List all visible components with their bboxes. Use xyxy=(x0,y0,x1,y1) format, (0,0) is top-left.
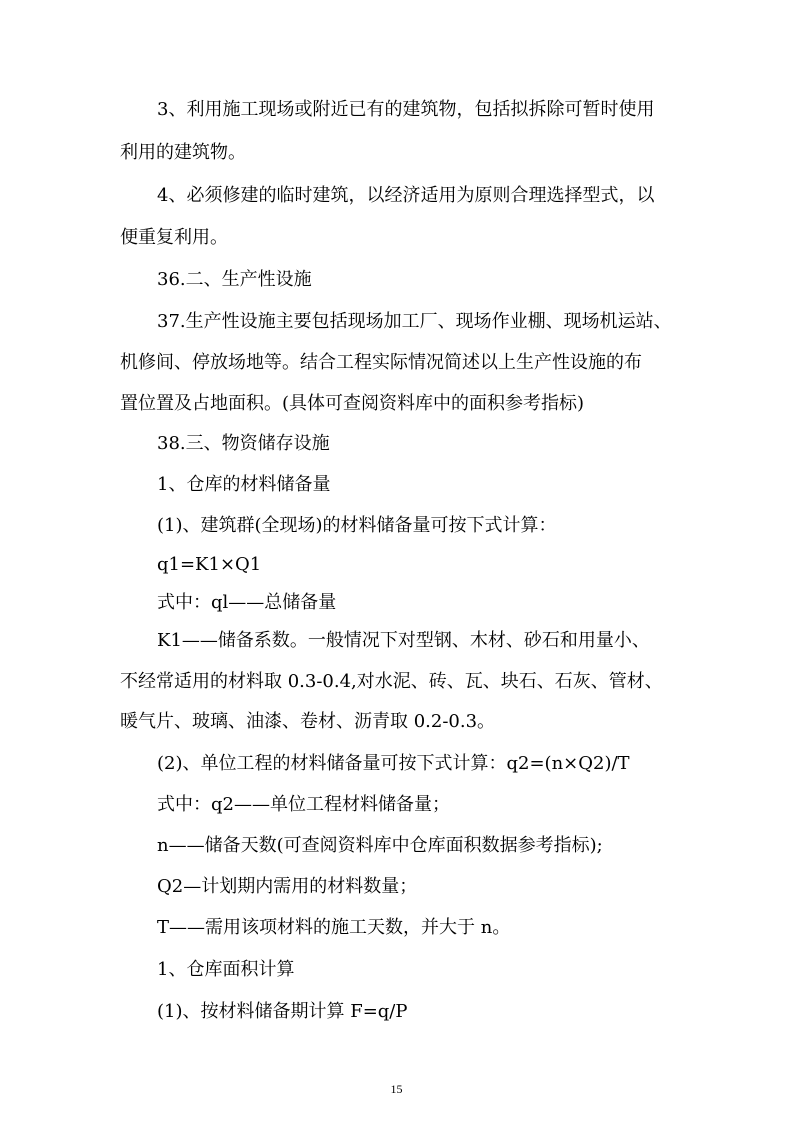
text-line: Q2—计划期内需用的材料数量； xyxy=(157,876,418,897)
text-line: 式中：q2——单位工程材料储备量； xyxy=(157,794,450,815)
text-line: T——需用该项材料的施工天数，并大于 n。 xyxy=(157,917,511,938)
page-number: 15 xyxy=(390,1082,403,1096)
section-heading: 36.二、生产性设施 xyxy=(157,269,312,290)
text-line: 不经常适用的材料取 0.3-0.4,对水泥、砖、瓦、块石、石灰、管材、 xyxy=(120,671,663,692)
text-line: 暖气片、玻璃、油漆、卷材、沥青取 0.2-0.3。 xyxy=(120,711,496,732)
text-line: (2)、单位工程的材料储备量可按下式计算：q2=(n×Q2)/T xyxy=(157,753,630,774)
text-line: 便重复利用。 xyxy=(120,227,228,248)
text-line: (1)、按材料储备期计算 F=q/P xyxy=(157,1001,408,1022)
text-line: 式中：ql——总储备量 xyxy=(157,592,337,613)
formula-line: q1=K1×Q1 xyxy=(157,554,262,575)
subsection-heading: 1、仓库面积计算 xyxy=(157,959,295,980)
text-line: 3、利用施工现场或附近已有的建筑物，包括拟拆除可暂时使用 xyxy=(157,99,655,120)
text-line: 利用的建筑物。 xyxy=(120,142,246,163)
subsection-heading: 1、仓库的材料储备量 xyxy=(157,474,331,495)
section-heading: 38.三、物资储存设施 xyxy=(157,433,330,454)
text-line: K1——储备系数。一般情况下对型钢、木材、砂石和用量小、 xyxy=(157,630,650,651)
text-line: (1)、建筑群(全现场)的材料储备量可按下式计算： xyxy=(157,515,557,536)
text-line: 4、必须修建的临时建筑，以经济适用为原则合理选择型式，以 xyxy=(157,185,655,206)
text-line: 置位置及占地面积。(具体可查阅资料库中的面积参考指标) xyxy=(120,393,585,414)
text-line: n——储备天数(可查阅资料库中仓库面积数据参考指标); xyxy=(157,835,603,856)
text-line: 37.生产性设施主要包括现场加工厂、现场作业棚、现场机运站、 xyxy=(157,311,672,332)
text-line: 机修间、停放场地等。结合工程实际情况简述以上生产性设施的布 xyxy=(120,352,642,373)
